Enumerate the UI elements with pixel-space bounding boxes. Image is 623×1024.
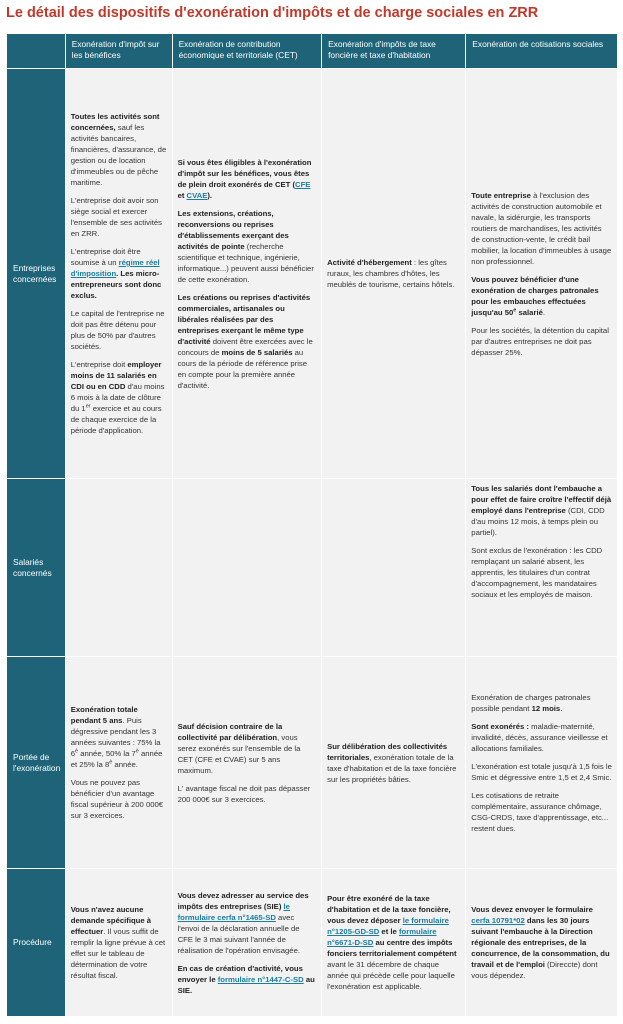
- row-label-salaries: Salariés concernés: [7, 479, 66, 657]
- cell-portee-impot: Exonération totale pendant 5 ans. Puis dégressive pendant les 3 années suivantes : 75% la $6^è$ année, 50% la $7^è$ année et 25% la $8^è$ année. Vous ne pouvez pas bénéficier d'un avantage fiscal supérieur à 200 000€ sur 3 exercices.: [65, 657, 172, 869]
- cell-procedure-cet: Vous devez adresser au service des impôts des entreprises (SIE) le formulaire cerfa n°1465-SD avec l'envoi de la déclaration annuelle de CFE le 3 mai suivant l'année de réalisation de l'opération envisagée. En cas de création d'activité, vous envoyer le formulaire n°1447-C-SD au SIE.: [172, 869, 322, 1017]
- cell-salaries-taxe: [322, 479, 466, 657]
- page-title: Le détail des dispositifs d'exonération d'impôts et de charge sociales en ZRR: [6, 5, 539, 21]
- row-label-portee: Portée de l'exonération: [7, 657, 66, 869]
- cell-salaries-cotisations: Tous les salariés dont l'embauche a pour effet de faire croître l'effectif déjà employé dans l'entreprise (CDI, CDD d'au moins 12 mois, à temps plein ou partiel). Sont exclus de l'exonération : les CDD remplaçant un salarié absent, les apprentis, les titulaires d'un contrat d'accompagnement, les mandataires sociaux et les employés de maison.: [466, 479, 618, 657]
- link-formulaire-1447[interactable]: formulaire n°1447-C-SD: [217, 974, 304, 984]
- link-cfe[interactable]: CFE: [295, 179, 311, 189]
- header-taxe-fonciere: Exonération d'impôts de taxe foncière et taxe d'habitation: [322, 34, 466, 69]
- cell-entreprises-impot: Toutes les activités sont concernées, sauf les activités bancaires, financières, d'assurance, de gestion ou de location d'immeubles ou de pêche maritime. L'entreprise doit avoir son siège social et exercer l'ensemble de ses activités en ZRR. L'entreprise doit être soumise à un régime réel d'imposition. Les micro-entrepreneurs sont donc exclus. Le capital de l'entreprise ne doit pas être détenu pour plus de 50% par d'autres sociétés. L'entreprise doit employer moins de 11 salariés en CDI ou en CDD d'au moins 6 mois à la date de clôture du 1er exercice et au cours de chaque exercice de la période d'application.: [65, 69, 172, 479]
- cell-salaries-cet: [172, 479, 322, 657]
- link-formulaire-1205[interactable]: le formulaire n°1205-GD-SD: [327, 916, 449, 936]
- cell-portee-cotisations: Exonération de charges patronales possible pendant 12 mois. Sont exonérés : maladie-maternité, invalidité, décès, assurance vieillesse et allocations familiales. L'exonération est totale jusqu'à 1,5 fois le Smic et dégressive entre 1,5 et 2,4 Smic. Les cotisations de retraite complémentaire, assurance chômage, CSG-CRDS, taxe d'apprentissage, etc... restent dues.: [466, 657, 618, 869]
- link-cerfa-10791[interactable]: cerfa 10791*02: [471, 916, 525, 925]
- table-row: [7, 479, 618, 657]
- row-label-procedure: Procédure: [7, 869, 66, 1017]
- cell-entreprises-cet: Si vous êtes éligibles à l'exonération d'impôt sur les bénéfices, vous êtes de plein droit exonérés de CET (CFE et CVAE). Les extensions, créations, reconversions ou reprises d'établissements exerçant des activités de pointe (recherche scientifique et technique, ingénierie, informatique...) peuvent aussi bénéficier de cette exonération. Les créations ou reprises d'activités commerciales, artisanales ou libérales réalisées par des entreprises exerçant le même type d'activité doivent être exercées avec le concours de moins de 5 salariés au cours de la période de référence prise en compte pour la première année d'activité.: [172, 69, 322, 479]
- table-header-row: [7, 34, 618, 69]
- cell-procedure-cotisations: Vous devez envoyer le formulaire cerfa 10791*02 dans les 30 jours suivant l'embauche à la Direction régionale des entreprises, de la concurrence, de la consommation, du travail et de l'emploi (Direccte) dont vous dépendez.: [466, 869, 618, 1017]
- header-empty: [7, 34, 66, 69]
- header-cotisations: Exonération de cotisations sociales: [466, 34, 618, 69]
- cell-procedure-taxe: Pour être exonéré de la taxe d'habitation et de la taxe foncière, vous devez déposer le formulaire n°1205-GD-SD et le formulaire n°6671-D-SD au centre des impôts fonciers territorialement compétent avant le 31 décembre de chaque année qui précède celle pour laquelle l'exonération est applicable.: [322, 869, 466, 1017]
- cell-procedure-impot: Vous n'avez aucune demande spécifique à effectuer. Il vous suffit de remplir la ligne prévue à cet effet sur le tableau de détermination de votre résultat fiscal.: [65, 869, 172, 1017]
- header-cet: Exonération de contribution économique et territoriale (CET): [172, 34, 322, 69]
- link-cvae[interactable]: CVAE: [186, 190, 208, 200]
- cell-portee-taxe: Sur délibération des collectivités territoriales, exonération totale de la taxe d'habitation et de la taxe foncière sur les propriétés bâties.: [322, 657, 466, 869]
- link-cerfa-1465[interactable]: le formulaire cerfa n°1465-SD: [177, 901, 290, 922]
- cell-salaries-impot: [65, 479, 172, 657]
- row-label-entreprises: Entreprises concernées: [7, 69, 66, 479]
- exoneration-table: [6, 33, 618, 1017]
- cell-entreprises-taxe: Activité d'hébergement : les gîtes ruraux, les chambres d'hôtes, les meublés de tourisme, certains hôtels.: [322, 69, 466, 479]
- table-row: [7, 69, 618, 479]
- link-formulaire-6671[interactable]: formulaire n°6671-D-SD: [327, 927, 437, 947]
- link-regime-reel[interactable]: régime réel d'imposition: [70, 258, 160, 278]
- table-row: [7, 869, 618, 1017]
- table-row: [7, 657, 618, 869]
- header-impot-benefices: Exonération d'impôt sur les bénéfices: [65, 34, 172, 69]
- cell-entreprises-cotisations: Toute entreprise à l'exclusion des activités de construction automobile et navale, la sidérurgie, les transports routiers de marchandises, les activités de construction-vente, le crédit bail mobilier, la location d'immeubles à usage non professionnel. Vous pouvez bénéficier d'une exonération de charges patronales pour les embauches effectuées jusqu'au 50e salarié. Pour les sociétés, la détention du capital par d'autres entreprises ne doit pas dépasser 25%.: [466, 69, 618, 479]
- cell-portee-cet: Sauf décision contraire de la collectivité par délibération, vous serez exonérés sur l'ensemble de la CET (CFE et CVAE) sur 5 ans maximum. L' avantage fiscal ne doit pas dépasser 200 000€ sur 3 exercices.: [172, 657, 322, 869]
